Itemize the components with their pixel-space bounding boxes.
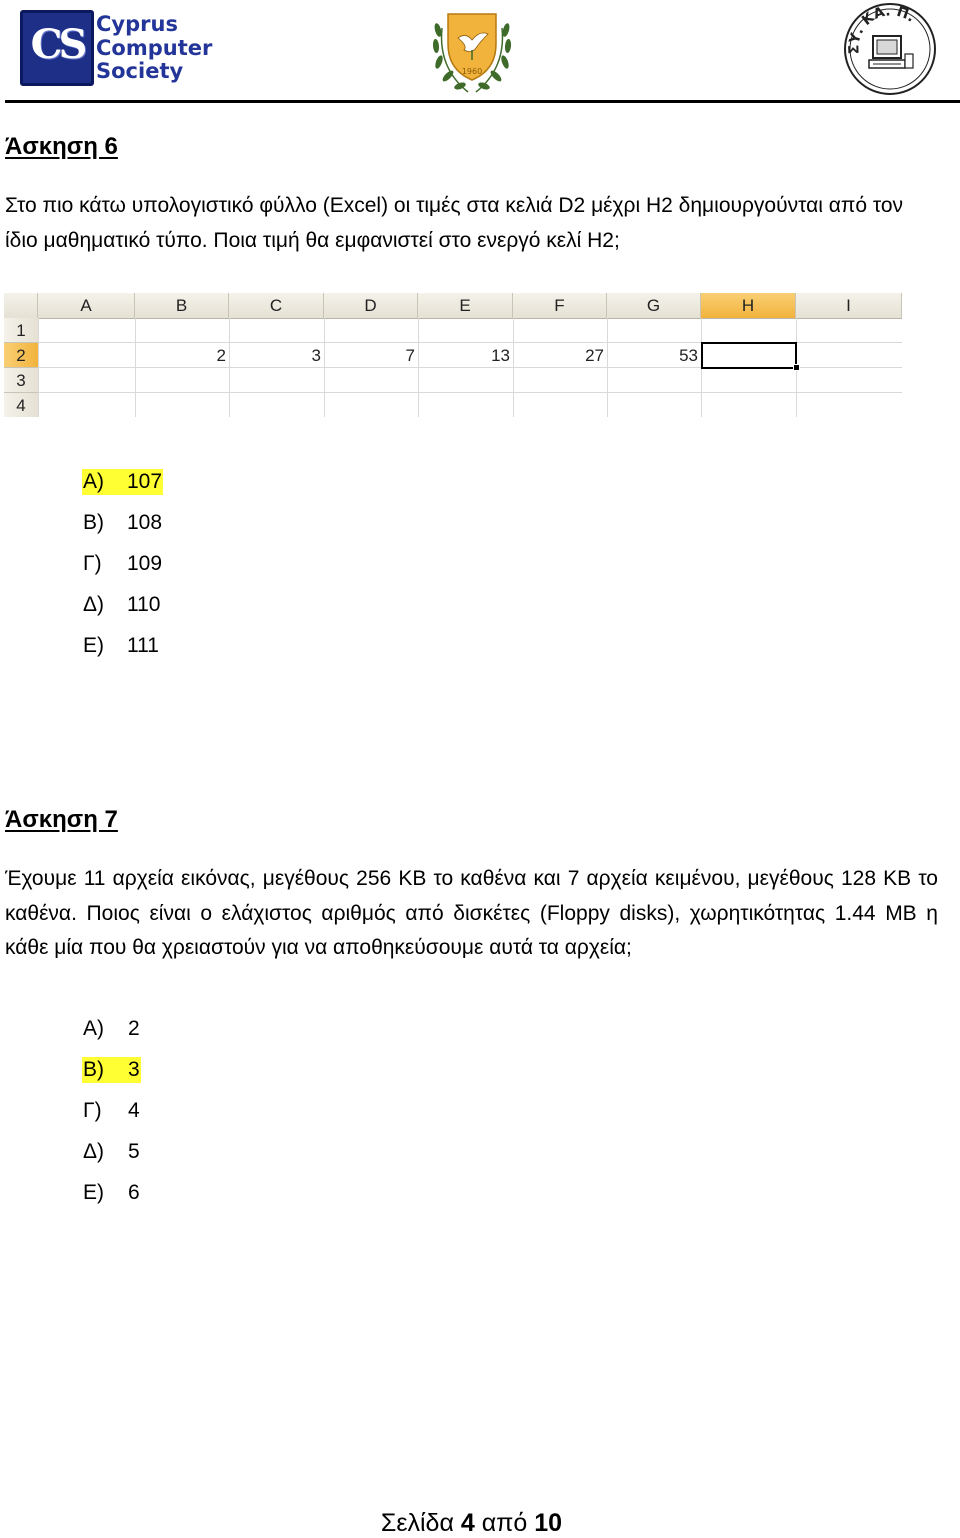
option-letter: Α) [83,1017,104,1040]
cell-c2: 3 [311,346,321,365]
seal-text: ΣΥ. ΚΑ. Π. [846,3,918,55]
column-header: B [135,293,229,318]
option-d [82,1139,141,1180]
column-header: G [607,293,701,318]
option-value: 4 [128,1099,140,1122]
svg-text:1960: 1960 [461,67,483,76]
footer-middle: από [474,1509,535,1537]
option-b [82,510,163,551]
column-header: I [796,293,902,318]
highlighted-answer [82,469,163,495]
cyprus-computer-society-logo [20,10,94,86]
option-e [82,1180,141,1221]
highlighted-answer [82,1057,141,1083]
option-value: 108 [127,511,163,534]
exercise-6-question: Στο πιο κάτω υπολογιστικό φύλλο (Excel) οι τιμές στα κελιά D2 μέχρι H2 δημιουργούνται από τον ίδιο μαθηματικό τύπο. Ποια τιμή θα εμφανιστεί στο ενεργό κελί H2; [5,194,904,252]
row-header-active: 2 [4,343,38,368]
option-value: 109 [127,552,163,575]
cell-e2: 13 [491,346,510,365]
cell-b2: 2 [216,346,226,365]
row-header: 1 [4,318,38,343]
option-d [82,592,163,633]
grid-line [38,392,902,393]
footer-prefix: Σελίδα [380,1509,461,1537]
option-value: 107 [127,470,163,493]
option-letter: Α) [83,470,104,493]
option-letter: Δ) [83,593,105,616]
exercise-6-heading: Άσκηση 6 [5,133,118,160]
option-value: 110 [127,593,161,616]
option-value: 2 [128,1017,140,1040]
option-c [82,551,163,592]
current-page-number: 4 [460,1509,475,1537]
active-cell-h2 [701,342,797,369]
column-header: A [38,293,135,318]
option-letter: Ε) [83,1181,104,1204]
society-name: Cyprus Computer Society [96,12,213,83]
option-value: 5 [128,1140,140,1163]
option-value: 111 [127,634,159,657]
page-footer [0,1508,943,1538]
option-letter: Γ) [83,552,102,575]
column-header: E [418,293,513,318]
header-rule [5,100,960,103]
option-value: 6 [128,1181,140,1204]
row-header: 4 [4,393,38,417]
spreadsheet-screenshot [4,293,902,417]
total-pages-number: 10 [534,1509,563,1537]
page-header [0,0,960,104]
logo-letters: CS [30,21,84,68]
option-letter: Δ) [83,1140,105,1163]
option-a [82,469,163,510]
column-header: C [229,293,324,318]
exercise-7-heading: Άσκηση 7 [5,806,118,833]
sykap-seal-icon [843,2,937,96]
option-letter: Β) [83,511,104,534]
exercise-7-question: Έχουμε 11 αρχεία εικόνας, μεγέθους 256 KB το καθένα και 7 αρχεία κειμένου, μεγέθους 128 KB το καθένα. Ποιος είναι ο ελάχιστος αριθμός από δισκέτες (Floppy disks), χωρητικότητας 1.44 MB η κάθε μία που θα χρειαστούν για να αποθηκεύσουμε αυτά τα αρχεία; [5,867,938,959]
option-b [82,1057,141,1098]
option-c [82,1098,141,1139]
cell-f2: 27 [585,346,604,365]
column-header: F [513,293,607,318]
column-header: D [324,293,418,318]
option-a [82,1016,141,1057]
cyprus-crest-icon [428,8,516,98]
option-value: 3 [128,1058,140,1081]
select-all-corner [4,293,38,318]
option-e [82,633,163,674]
option-letter: Γ) [83,1099,102,1122]
cell-d2: 7 [405,346,415,365]
cell-g2: 53 [679,346,698,365]
option-letter: Ε) [83,634,104,657]
exercise-7-options [82,1016,141,1221]
option-letter: Β) [83,1058,104,1081]
exercise-6-options [82,469,163,674]
column-header-active: H [701,293,796,318]
row-header: 3 [4,368,38,393]
fill-handle [793,364,800,371]
